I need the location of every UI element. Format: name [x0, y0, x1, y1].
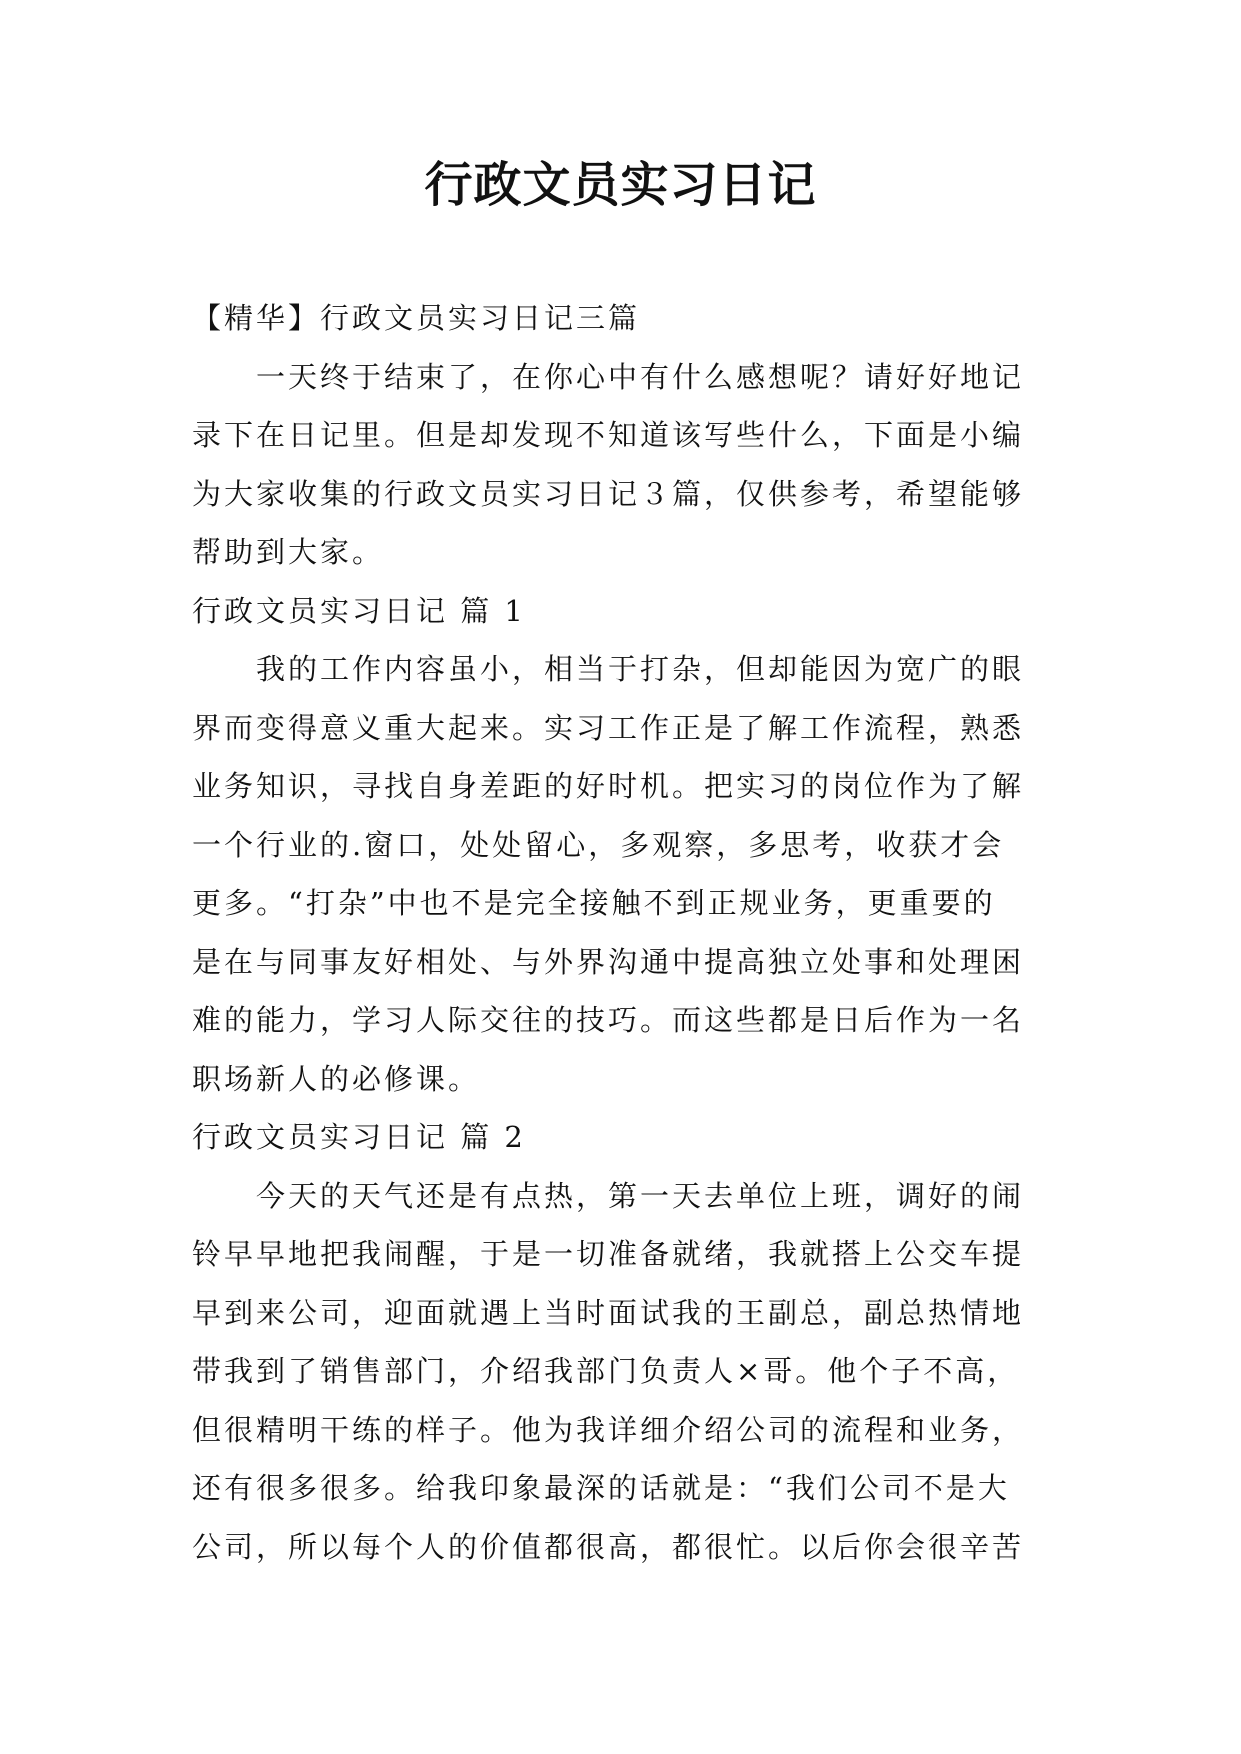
intro-line: 帮助到大家。	[192, 535, 385, 569]
section-1-line: 职场新人的必修课。	[192, 1061, 481, 1096]
section-1-line: 是在与同事友好相处、与外界沟通中提高独立处事和处理困	[192, 944, 1025, 979]
section-1-line: 难的能力，学习人际交往的技巧。而这些都是日后作为一名	[192, 1003, 1025, 1037]
section-2-heading: 行政文员实习日记 篇 2	[192, 1120, 526, 1154]
section-1-heading: 行政文员实习日记 篇 1	[192, 593, 526, 628]
section-2-line: 今天的天气还是有点热，第一天去单位上班，调好的闹	[256, 1178, 1025, 1213]
section-1-line: 更多。“打杂”中也不是完全接触不到正规业务，更重要的	[192, 886, 996, 920]
section-2-line: 公司，所以每个人的价值都很高，都很忙。以后你会很辛苦	[192, 1529, 1025, 1564]
intro-line: 一天终于结束了，在你心中有什么感想呢？请好好地记	[256, 359, 1025, 394]
section-2-line: 早到来公司，迎面就遇上当时面试我的王副总，副总热情地	[192, 1295, 1025, 1330]
section-1-line: 界而变得意义重大起来。实习工作正是了解工作流程，熟悉	[192, 710, 1025, 745]
section-2-line: 带我到了销售部门，介绍我部门负责人×哥。他个子不高，	[192, 1354, 1020, 1388]
intro-line: 录下在日记里。但是却发现不知道该写些什么，下面是小编	[192, 418, 1025, 452]
section-2-line: 还有很多很多。给我印象最深的话就是：“我们公司不是大	[192, 1471, 1010, 1505]
section-2-line: 铃早早地把我闹醒，于是一切准备就绪，我就搭上公交车提	[192, 1237, 1025, 1271]
section-1-line: 一个行业的.窗口，处处留心，多观察，多思考，收获才会	[192, 827, 1005, 862]
document-body	[192, 289, 1050, 1576]
section-2-line: 但很精明干练的样子。他为我详细介绍公司的流程和业务，	[192, 1412, 1025, 1447]
intro-line: 为大家收集的行政文员实习日记３篇，仅供参考，希望能够	[192, 476, 1025, 511]
intro-heading: 【精华】行政文员实习日记三篇	[192, 301, 641, 335]
document-title: 行政文员实习日记	[424, 157, 817, 213]
section-1-line: 我的工作内容虽小，相当于打杂，但却能因为宽广的眼	[256, 652, 1025, 686]
section-1-line: 业务知识，寻找自身差距的好时机。把实习的岗位作为了解	[192, 769, 1025, 803]
